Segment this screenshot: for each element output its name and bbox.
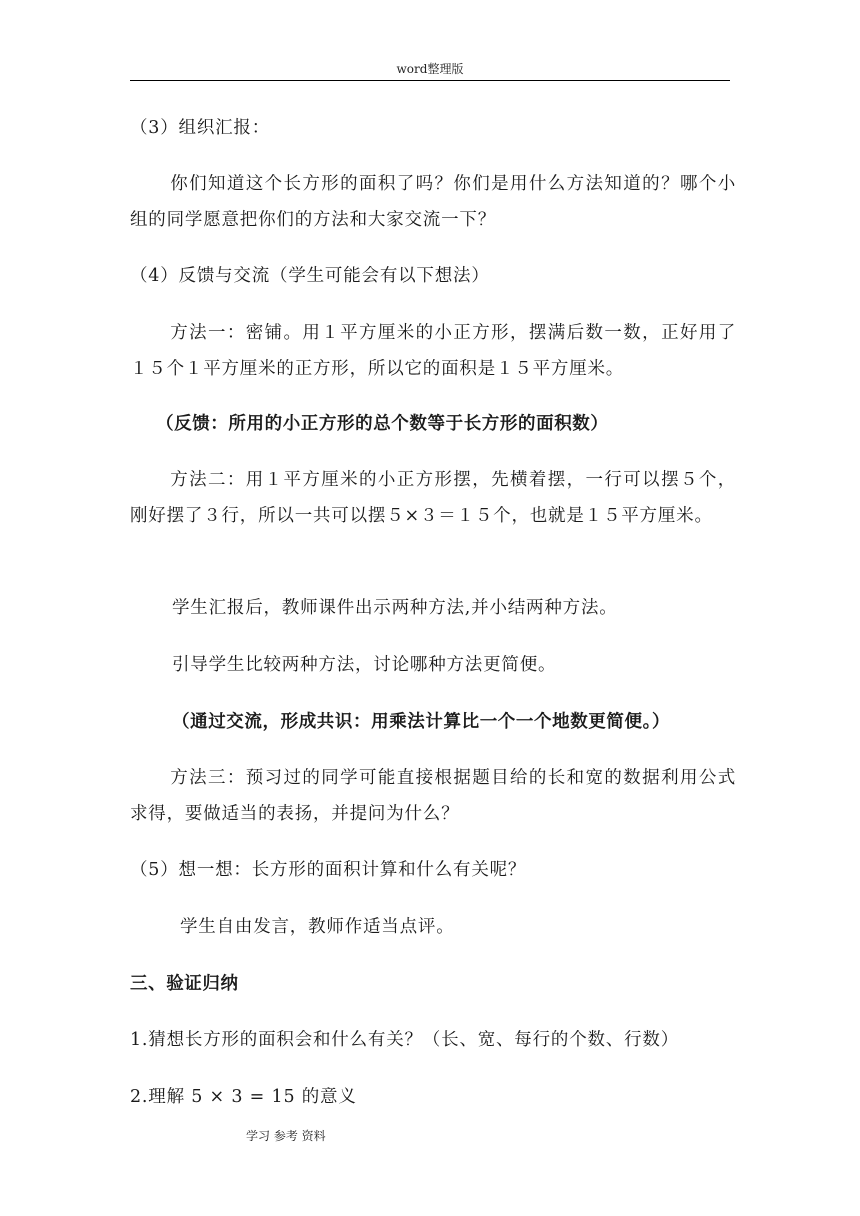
section-3-heading: （3）组织汇报： — [130, 118, 271, 138]
method-one-paragraph: 方法一：密铺。用１平方厘米的小正方形，摆满后数一数，正好用了１５个１平方厘米的正方形，所以它的面积是１５平方厘米。 — [130, 323, 736, 379]
feedback-one: （反馈：所用的小正方形的总个数等于长方形的面积数） — [156, 414, 609, 434]
teacher-summary: 学生汇报后，教师课件出示两种方法,并小结两种方法。 — [172, 598, 618, 618]
section-three-title: 三、验证归纳 — [130, 974, 239, 994]
method-three-paragraph: 方法三：预习过的同学可能直接根据题目给的长和宽的数据利用公式求得，要做适当的表扬，并提问为什么？ — [130, 768, 736, 824]
section-3-question: 你们知道这个长方形的面积了吗？你们是用什么方法知道的？哪个小组的同学愿意把你们的方法和大家交流一下？ — [130, 174, 736, 230]
method-two-paragraph: 方法二：用１平方厘米的小正方形摆，先横着摆，一行可以摆５个，刚好摆了３行，所以一共可以摆５×３＝１５个，也就是１５平方厘米。 — [130, 470, 736, 526]
section-4-heading: （4）反馈与交流（学生可能会有以下想法） — [130, 266, 490, 286]
consensus-note: （通过交流，形成共识：用乘法计算比一个一个地数更简便。） — [172, 712, 671, 732]
section-5-heading: （5）想一想：长方形的面积计算和什么有关呢？ — [130, 860, 527, 880]
section-5-response: 学生自由发言，教师作适当点评。 — [180, 917, 455, 937]
guide-compare: 引导学生比较两种方法，讨论哪种方法更简便。 — [172, 655, 557, 675]
page-header: word整理版 — [396, 62, 464, 76]
page-footer: 学习 参考 资料 — [246, 1129, 326, 1143]
list-item-1: 1.猜想长方形的面积会和什么有关？（长、宽、每行的个数、行数） — [130, 1030, 679, 1050]
list-item-2: 2.理解 5 × 3 = 15 的意义 — [130, 1087, 357, 1107]
header-rule — [130, 80, 730, 81]
